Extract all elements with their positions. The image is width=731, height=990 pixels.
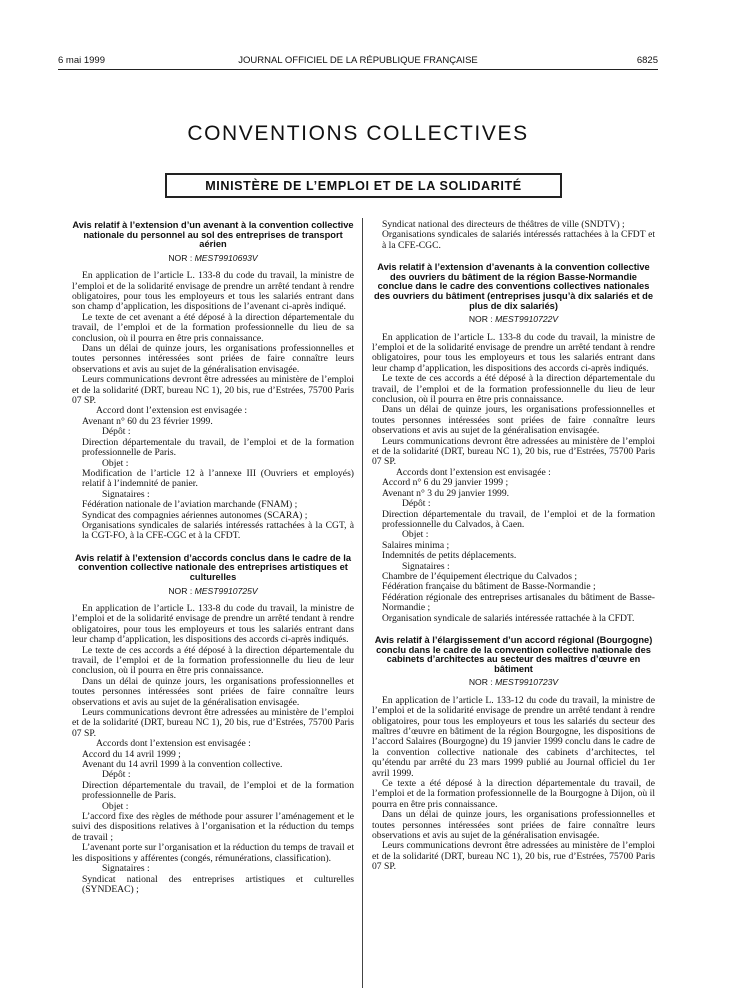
paragraph: En application de l’article L. 133-8 du code du travail, la ministre de l’emploi et de la solidarité envisage de prendre un arrêté tendant à rendre obligatoires, pour tous les employeurs et tous les salariés entrant dans leur champ d’application, les dispositions des accords ci-après indiqués. (372, 331, 655, 374)
nor-label: NOR : (468, 677, 493, 688)
nor-label: NOR : (168, 585, 193, 596)
list-item: Avenant n° 3 du 29 janvier 1999. (382, 487, 510, 499)
avis-heading: Avis relatif à l’extension d’un avenant à la convention collective nationale du personnel au sol des entreprises de transport aérien (72, 220, 354, 250)
section-label: Dépôt : (402, 498, 431, 510)
section-label: Signataires : (102, 863, 150, 875)
list-item: Syndicat national des entreprises artistiques et culturelles (SYNDEAC) ; (82, 873, 354, 895)
section-label: Objet : (102, 457, 129, 469)
section-label: Objet : (402, 529, 429, 541)
avis-entreprises-artistiques (72, 554, 354, 896)
paragraph: En application de l’article L. 133-8 du code du travail, la ministre de l’emploi et de la solidarité envisage de prendre un arrêté tendant à rendre obligatoires, pour tous les employeurs et tous les salariés entrant dans leur champ d’application, les dispositions des accords ci-après indiqués. (72, 602, 354, 646)
list-item: Chambre de l’équipement électrique du Calvados ; (382, 570, 578, 582)
nor-reference (372, 314, 655, 324)
nor-reference (372, 677, 655, 687)
paragraph: Leurs communications devront être adressées au ministère de l’emploi et de la solidarité (DRT, bureau NC 1), 20 bis, rue d’Estrées, 75700 Paris 07 SP. (72, 374, 354, 407)
avis-heading: Avis relatif à l’extension d’accords conclus dans le cadre de la convention collective nationale des entreprises artistiques et culturelles (74, 552, 352, 582)
page-title: CONVENTIONS COLLECTIVES (187, 122, 529, 145)
list-item: Organisations syndicales de salariés intéressés rattachées à la CGT, à la CGT-FO, à la CFE-CGC et à la CFDT. (82, 519, 354, 542)
list-item: Syndicat national des directeurs de théâtres de ville (SNDTV) ; (382, 219, 625, 230)
nor-reference (72, 586, 354, 596)
nor-label: NOR : (468, 314, 493, 325)
list-item: Modification de l’article 12 à l’annexe III (Ouvriers et employés) relatif à l’indemnité de panier. (82, 467, 354, 490)
paragraph: Leurs communications devront être adressées au ministère de l’emploi et de la solidarité (DRT, bureau NC 1), 20 bis, rue d’Estrées, 75700 Paris 07 SP. (372, 435, 655, 468)
paragraph: Dans un délai de quinze jours, les organisations professionnelles et toutes personnes intéressées sont priées de faire connaître leurs observations et avis au sujet de la généralisation envisagée. (372, 809, 655, 842)
list-item: Syndicat des compagnies aériennes autonomes (SCARA) ; (82, 509, 308, 521)
ministry-name: MINISTÈRE DE L’EMPLOI ET DE LA SOLIDARITÉ (205, 178, 522, 193)
paragraph: Le texte de cet avenant a été déposé à la direction départementale du travail, de l’emploi et de la formation professionnelle du lieu de sa conclusion, où il pourra en être pris connaissance. (72, 311, 354, 344)
list-item: Direction départementale du travail, de l’emploi et de la formation professionnelle du Calvados, à Caen. (382, 508, 655, 530)
nor-code: MEST9910725V (194, 585, 258, 596)
list-item: Accord du 14 avril 1999 ; (82, 748, 181, 760)
list-item: Avenant du 14 avril 1999 à la convention collective. (82, 759, 283, 771)
paragraph: En application de l’article L. 133-12 du code du travail, la ministre de l’emploi et de la solidarité envisage de prendre un arrêté tendant à rendre obligatoires, pour tous les employeurs et tous les salariés du secteur des maîtres d’œuvre en bâtiment de la région Bourgogne, les dispositions de l’accord Salaires (Bourgogne) du 19 janvier 1999 conclu dans le cadre de la convention collective nationale des cabinets d’architectes, tel qu’étendu par arrêté du 23 mars 1999 publié au Journal officiel du 1er avril 1999. (372, 694, 655, 779)
right-column (372, 220, 655, 873)
nor-code: MEST9910722V (495, 314, 559, 325)
header-date: 6 mai 1999 (58, 55, 106, 66)
avis-batiment-basse-normandie (372, 263, 655, 624)
list-item: Direction départementale du travail, de l’emploi et de la formation professionnelle de Paris. (82, 779, 354, 802)
paragraph: Ce texte a été déposé à la direction départementale du travail, de l’emploi et de la formation professionnelle de la Bourgogne à Dijon, où il pourra en être pris connaissance. (372, 778, 655, 810)
header-page-number: 6825 (636, 55, 658, 66)
list-item: Accord n° 6 du 29 janvier 1999 ; (382, 477, 509, 489)
avis-transport-aerien (72, 221, 354, 542)
avis-architectes-bourgogne (372, 636, 655, 873)
list-item: Indemnités de petits déplacements. (382, 550, 517, 562)
list-item: Organisations syndicales de salariés intéressés rattachées à la CFDT et à la CFE-CGC. (382, 229, 655, 251)
paragraph: L’avenant porte sur l’organisation et la réduction du temps de travail et les dispositions y afférentes (congés, rémunérations, classification). (72, 842, 355, 864)
header-rule (58, 69, 658, 70)
paragraph: Leurs communications devront être adressées au ministère de l’emploi et de la solidarité (DRT, bureau NC 1), 20 bis, rue d’Estrées, 75700 Paris 07 SP. (72, 707, 354, 739)
list-item: Avenant n° 60 du 23 février 1999. (82, 415, 213, 427)
column-divider (362, 218, 363, 988)
left-column (72, 221, 354, 895)
avis-heading: Avis relatif à l’extension d’avenants à la convention collective des ouvriers du bâtiment de la région Basse-Normandie conclue dans le cadre des conventions collectives nationales des ouvriers du bâtiment (entreprises jusqu’à dix salariés et de plus de dix salariés) (373, 262, 653, 311)
list-item: Organisation syndicale de salariés intéressée rattachée à la CFDT. (382, 612, 635, 624)
nor-code: MEST9910723V (495, 677, 559, 688)
avis-heading: Avis relatif à l’élargissement d’un accord régional (Bourgogne) conclu dans le cadre de la convention collective nationale des cabinets d’architectes au secteur des maîtres d’œuvre en bâtiment (374, 634, 653, 674)
list-item: Fédération française du bâtiment de Basse-Normandie ; (382, 581, 596, 593)
paragraph: Leurs communications devront être adressées au ministère de l’emploi et de la solidarité (DRT, bureau NC 1), 20 bis, rue d’Estrées, 75700 Paris 07 SP. (372, 840, 655, 873)
section-label: Dépôt : (102, 426, 131, 438)
nor-reference (72, 253, 354, 263)
section-label: Signataires : (402, 560, 450, 572)
section-label: Dépôt : (102, 769, 131, 781)
section-label: Objet : (102, 800, 129, 812)
header-journal-title: JOURNAL OFFICIEL DE LA RÉPUBLIQUE FRANÇAISE (238, 55, 478, 66)
page-header (58, 55, 658, 69)
spacer (72, 542, 354, 554)
list-item: Fédération régionale des entreprises artisanales du bâtiment de Basse-Normandie ; (382, 591, 655, 614)
paragraph: Dans un délai de quinze jours, les organisations professionnelles et toutes personnes intéressées sont priées de faire connaître leurs observations et avis au sujet de la généralisation envisagée. (72, 675, 354, 708)
paragraph: En application de l’article L. 133-8 du code du travail, la ministre de l’emploi et de la solidarité envisage de prendre un arrêté tendant à rendre obligatoires, pour tous les employeurs et tous les salariés entrant dans son champ d’application, les dispositions de l’avenant ci-après indiqué. (72, 270, 354, 313)
nor-code: MEST9910693V (194, 252, 258, 263)
section-label: Accords dont l’extension est envisagée : (396, 466, 551, 478)
paragraph: L’accord fixe des règles de méthode pour assurer l’aménagement et le suivi des dispositions relatives à l’organisation et la réduction du temps de travail ; (72, 811, 354, 843)
section-label: Signataires : (102, 488, 150, 500)
section-label: Accord dont l’extension est envisagée : (96, 405, 248, 417)
list-item: Fédération nationale de l’aviation marchande (FNAM) ; (82, 499, 298, 511)
nor-label: NOR : (168, 252, 193, 263)
list-item: Salaires minima ; (382, 539, 450, 551)
paragraph: Dans un délai de quinze jours, les organisations professionnelles et toutes personnes intéressées sont priées de faire connaître leurs observations et avis au sujet de la généralisation envisagée. (72, 343, 354, 375)
paragraph: Le texte de ces accords a été déposé à la direction départementale du travail, de l’emploi et de la formation professionnelle du lieu de leur conclusion, où il pourra en être pris connaissance. (72, 644, 354, 677)
ministry-banner (165, 173, 562, 198)
section-label: Accords dont l’extension est envisagée : (96, 738, 251, 750)
paragraph: Dans un délai de quinze jours, les organisations professionnelles et toutes personnes intéressées sont priées de faire connaître leurs observations et avis au sujet de la généralisation envisagée. (372, 404, 655, 437)
list-item: Direction départementale du travail, de l’emploi et de la formation professionnelle de Paris. (82, 436, 354, 459)
paragraph: Le texte de ces accords a été déposé à la direction départementale du travail, de l’emploi et de la formation professionnelle du lieu de leur conclusion, où il pourra en être pris connaissance. (372, 373, 655, 406)
